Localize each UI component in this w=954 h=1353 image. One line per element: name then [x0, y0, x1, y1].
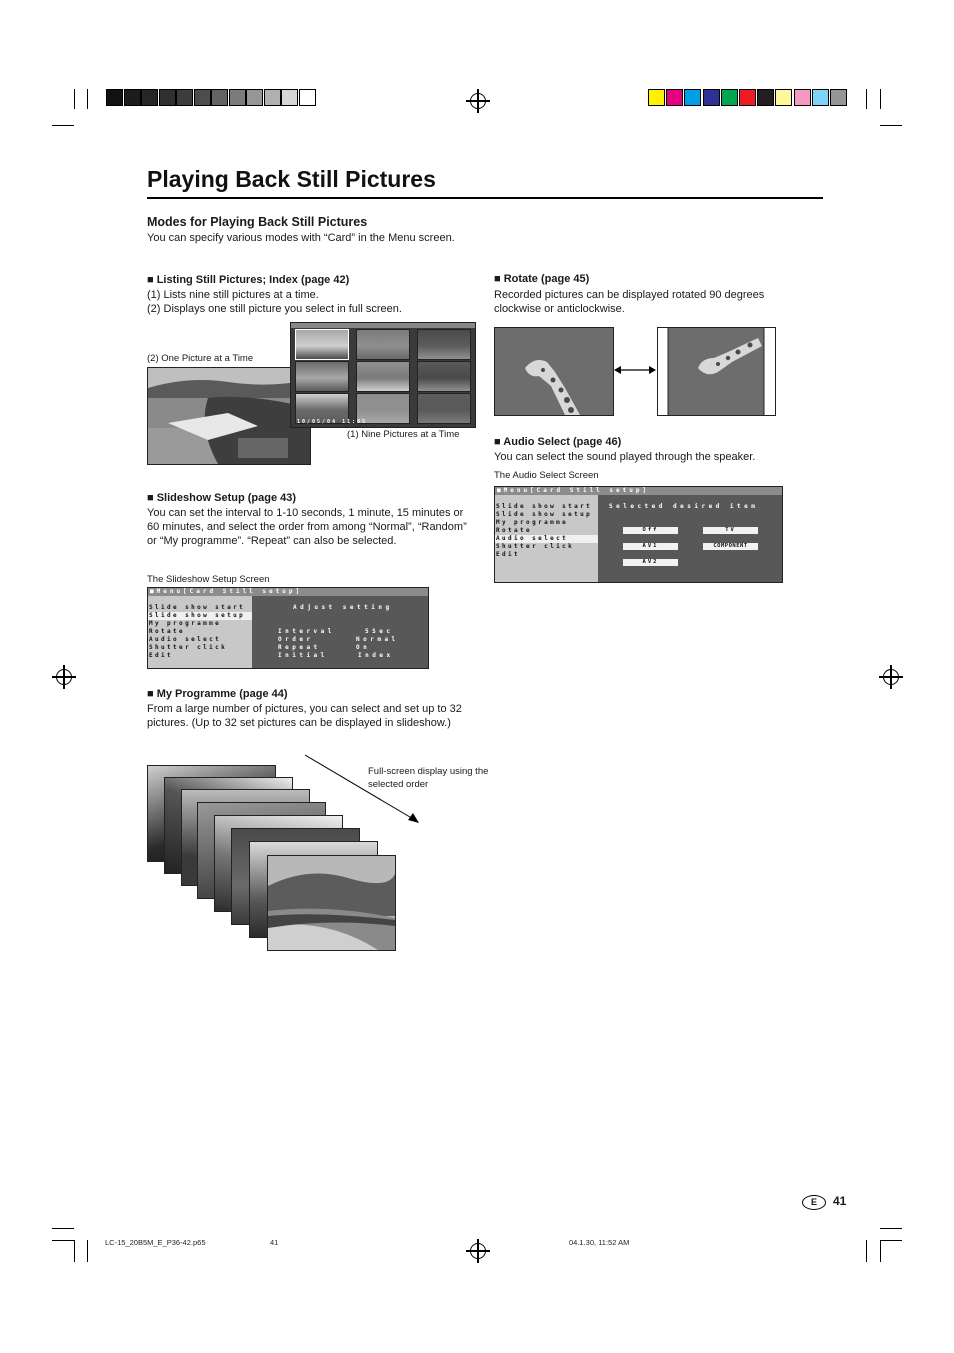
audio-option-tv[interactable]: TV: [703, 527, 758, 534]
index-thumbnail[interactable]: [417, 329, 471, 360]
color-swatch: [703, 89, 720, 106]
listing-line-1: (1) Lists nine still pictures at a time.: [147, 289, 319, 301]
programme-heading: ■ My Programme (page 44): [147, 688, 288, 700]
grey-swatch: [194, 89, 211, 106]
slideshow-body: You can set the interval to 1-10 seconds, 1 minute, 15 minutes or 60 minutes, and select the order from among “Normal”, “Random” or “My programme”. “Repeat” can also be selected.: [147, 507, 467, 548]
grey-swatch: [229, 89, 246, 106]
setting-label: Repeat: [278, 644, 321, 651]
footer-file: LC-15_20B5M_E_P36-42.p65: [105, 1238, 206, 1247]
giraffe-photo: [495, 328, 613, 415]
setting-value[interactable]: 5Sec: [365, 628, 394, 635]
rotate-double-arrow: [614, 364, 656, 376]
giraffe-photo-rotated: [657, 327, 776, 416]
menu-item[interactable]: Slide show start: [149, 604, 246, 611]
menu-item[interactable]: Shutter click: [496, 543, 575, 550]
setting-value[interactable]: Index: [358, 652, 394, 659]
rotate-heading: ■ Rotate (page 45): [494, 273, 590, 285]
index-thumbnail[interactable]: [356, 329, 410, 360]
color-swatch: [757, 89, 774, 106]
setting-value[interactable]: On: [356, 644, 371, 651]
index-thumbnail[interactable]: [295, 329, 349, 360]
modes-intro: You can specify various modes with “Card” in the Menu screen.: [147, 232, 455, 244]
page-title: Playing Back Still Pictures: [147, 166, 436, 192]
grey-swatch: [211, 89, 228, 106]
language-badge: E: [802, 1195, 826, 1210]
slideshow-screen-title-bar: ■Menu[Card Still setup]: [148, 588, 428, 596]
grey-swatch: [176, 89, 193, 106]
color-swatch: [812, 89, 829, 106]
color-swatch: [794, 89, 811, 106]
color-swatch: [666, 89, 683, 106]
slideshow-setup-screen: [147, 587, 429, 669]
color-swatch: [721, 89, 738, 106]
menu-item[interactable]: Slide show setup: [496, 511, 593, 518]
index-thumbnail[interactable]: [356, 361, 410, 392]
rotate-body: Recorded pictures can be displayed rotated 90 degrees clockwise or anticlockwise.: [494, 289, 765, 316]
menu-item-selected[interactable]: Audio select: [495, 535, 598, 543]
index-thumbnail[interactable]: [417, 393, 471, 424]
audio-option-component[interactable]: COMPONENT: [703, 543, 758, 550]
one-picture-caption: (2) One Picture at a Time: [147, 353, 254, 364]
color-swatch: [684, 89, 701, 106]
audio-screen-menu: [495, 495, 598, 582]
registration-mark-right: [883, 669, 899, 685]
grey-swatch: [281, 89, 298, 106]
modes-heading: Modes for Playing Back Still Pictures: [147, 215, 368, 229]
slideshow-panel-title: Adjust setting: [293, 604, 393, 611]
color-swatch: [648, 89, 665, 106]
index-thumbnail[interactable]: [295, 361, 349, 392]
audio-body: You can select the sound played through the speaker.: [494, 451, 756, 463]
grey-swatch: [106, 89, 123, 106]
grey-swatch: [246, 89, 263, 106]
programme-body: From a large number of pictures, you can select and set up to 32 pictures. (Up to 32 set pictures can be displayed in slideshow.): [147, 703, 462, 730]
audio-select-screen: [494, 486, 783, 583]
audio-heading: ■ Audio Select (page 46): [494, 436, 622, 448]
menu-item[interactable]: My programme: [149, 620, 222, 627]
menu-item[interactable]: Rotate: [496, 527, 533, 534]
slideshow-heading: ■ Slideshow Setup (page 43): [147, 492, 297, 504]
setting-value[interactable]: Normal: [356, 636, 399, 643]
footer-page: 41: [270, 1238, 279, 1247]
setting-label: Interval: [278, 628, 335, 635]
audio-option-off[interactable]: Off: [623, 527, 678, 534]
menu-item[interactable]: Audio select: [149, 636, 222, 643]
audio-screen-caption: The Audio Select Screen: [494, 470, 599, 481]
listing-line-2: (2) Displays one still picture you select in full screen.: [147, 303, 402, 315]
menu-item[interactable]: Slide show start: [496, 503, 593, 510]
index-thumbnail[interactable]: [417, 361, 471, 392]
menu-item[interactable]: My programme: [496, 519, 569, 526]
color-swatch: [739, 89, 756, 106]
menu-item[interactable]: Rotate: [149, 628, 186, 635]
slideshow-screen-caption: The Slideshow Setup Screen: [147, 574, 270, 585]
index-timestamp: 10/05/04 11:05: [297, 419, 368, 425]
listing-heading: ■ Listing Still Pictures; Index (page 42): [147, 274, 350, 286]
programme-picture-front: [267, 855, 396, 951]
audio-option-av1[interactable]: AV1: [623, 543, 678, 550]
giraffe-photo-original: [494, 327, 614, 416]
slideshow-screen-menu: [148, 596, 252, 668]
grey-swatch: [159, 89, 176, 106]
audio-screen-title-bar: ■Menu[Card Still setup]: [495, 487, 782, 495]
registration-mark-top: [470, 93, 486, 109]
menu-item[interactable]: Edit: [496, 551, 521, 558]
setting-label: Initial: [278, 652, 328, 659]
rotated-giraffe-photo: [658, 328, 775, 415]
footer-timestamp: 04.1.30, 11:52 AM: [569, 1238, 630, 1247]
arrow-caption: Full-screen display using the selected order: [368, 766, 489, 790]
setting-label: Order: [278, 636, 314, 643]
grey-swatch: [299, 89, 316, 106]
registration-mark-bottom: [470, 1243, 486, 1259]
menu-item-selected[interactable]: Slide show setup: [148, 612, 252, 620]
registration-mark-left: [56, 669, 72, 685]
nine-picture-caption: (1) Nine Pictures at a Time: [347, 429, 460, 440]
grey-swatch: [124, 89, 141, 106]
title-rule: [147, 197, 823, 199]
menu-item[interactable]: Edit: [149, 652, 174, 659]
resort-aerial-photo: [148, 368, 310, 464]
one-picture-photo: [147, 367, 311, 465]
page-number: 41: [833, 1194, 847, 1208]
audio-panel-title: Selected desired item: [609, 503, 759, 510]
menu-item[interactable]: Shutter click: [149, 644, 228, 651]
grey-swatch: [264, 89, 281, 106]
grey-swatch: [141, 89, 158, 106]
color-swatch: [775, 89, 792, 106]
audio-option-av2[interactable]: AV2: [623, 559, 678, 566]
color-swatch: [830, 89, 847, 106]
nine-picture-index: [290, 322, 476, 428]
